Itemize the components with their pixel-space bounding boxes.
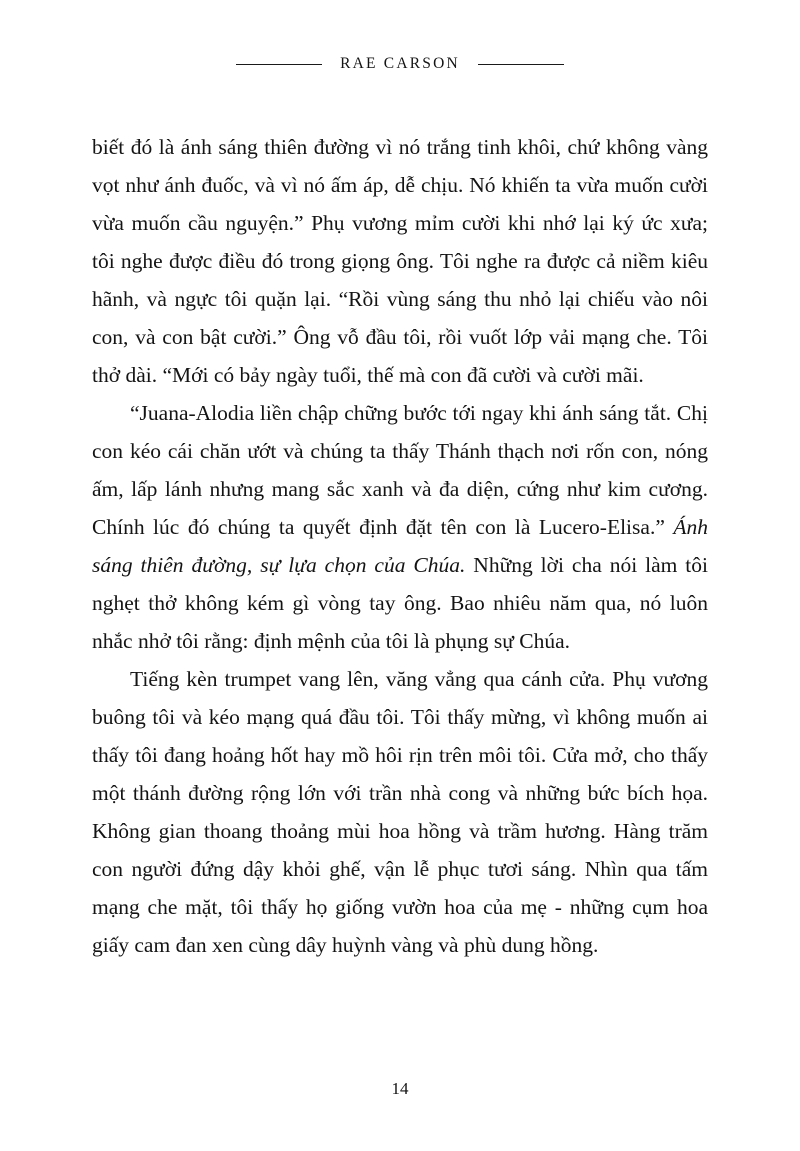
page-body bbox=[92, 128, 708, 964]
paragraph-2 bbox=[92, 394, 708, 660]
paragraph-2-italic-phrase: Ánh sáng thiên đường, sự lựa chọn của Chúa. bbox=[92, 515, 708, 577]
page-number: 14 bbox=[391, 1079, 409, 1098]
header-rule-right bbox=[478, 64, 564, 65]
paragraph-1: biết đó là ánh sáng thiên đường vì nó trắng tinh khôi, chứ không vàng vọt như ánh đuốc, và vì nó ấm áp, dễ chịu. Nó khiến ta vừa muốn cười vừa muốn cầu nguyện.” Phụ vương mỉm cười khi nhớ lại ký ức xưa; tôi nghe được điều đó trong giọng ông. Tôi nghe ra được cả niềm kiêu hãnh, và ngực tôi quặn lại. “Rồi vùng sáng thu nhỏ lại chiếu vào nôi con, và con bật cười.” Ông vỗ đầu tôi, rồi vuốt lớp vải mạng che. Tôi thở dài. “Mới có bảy ngày tuổi, thế mà con đã cười và cười mãi. bbox=[92, 135, 708, 387]
running-head bbox=[92, 54, 708, 74]
running-head-author: RAE CARSON bbox=[340, 55, 460, 72]
paragraph-2-text-before: “Juana-Alodia liền chập chững bước tới ngay khi ánh sáng tắt. Chị con kéo cái chăn ướt và chúng ta thấy Thánh thạch nơi rốn con, nóng ấm, lấp lánh nhưng mang sắc xanh và đa diện, cứng như kim cương. Chính lúc đó chúng ta quyết định đặt tên con là Lucero-Elisa.” bbox=[92, 401, 708, 539]
paragraph-2-text-after: Những lời cha nói làm tôi nghẹt thở không kém gì vòng tay ông. Bao nhiêu năm qua, nó luôn nhắc nhở tôi rằng: định mệnh của tôi là phụng sự Chúa. bbox=[92, 553, 708, 653]
paragraph-3: Tiếng kèn trumpet vang lên, văng vẳng qua cánh cửa. Phụ vương buông tôi và kéo mạng quá đầu tôi. Tôi thấy mừng, vì không muốn ai thấy tôi đang hoảng hốt hay mồ hôi rịn trên môi tôi. Cửa mở, cho thấy một thánh đường rộng lớn với trần nhà cong và những bức bích họa. Không gian thoang thoảng mùi hoa hồng và trầm hương. Hàng trăm con người đứng dậy khỏi ghế, vận lễ phục tươi sáng. Nhìn qua tấm mạng che mặt, tôi thấy họ giống vườn hoa của mẹ - những cụm hoa giấy cam đan xen cùng dây huỳnh vàng và phù dung hồng. bbox=[92, 667, 708, 957]
header-rule-left bbox=[236, 64, 322, 65]
